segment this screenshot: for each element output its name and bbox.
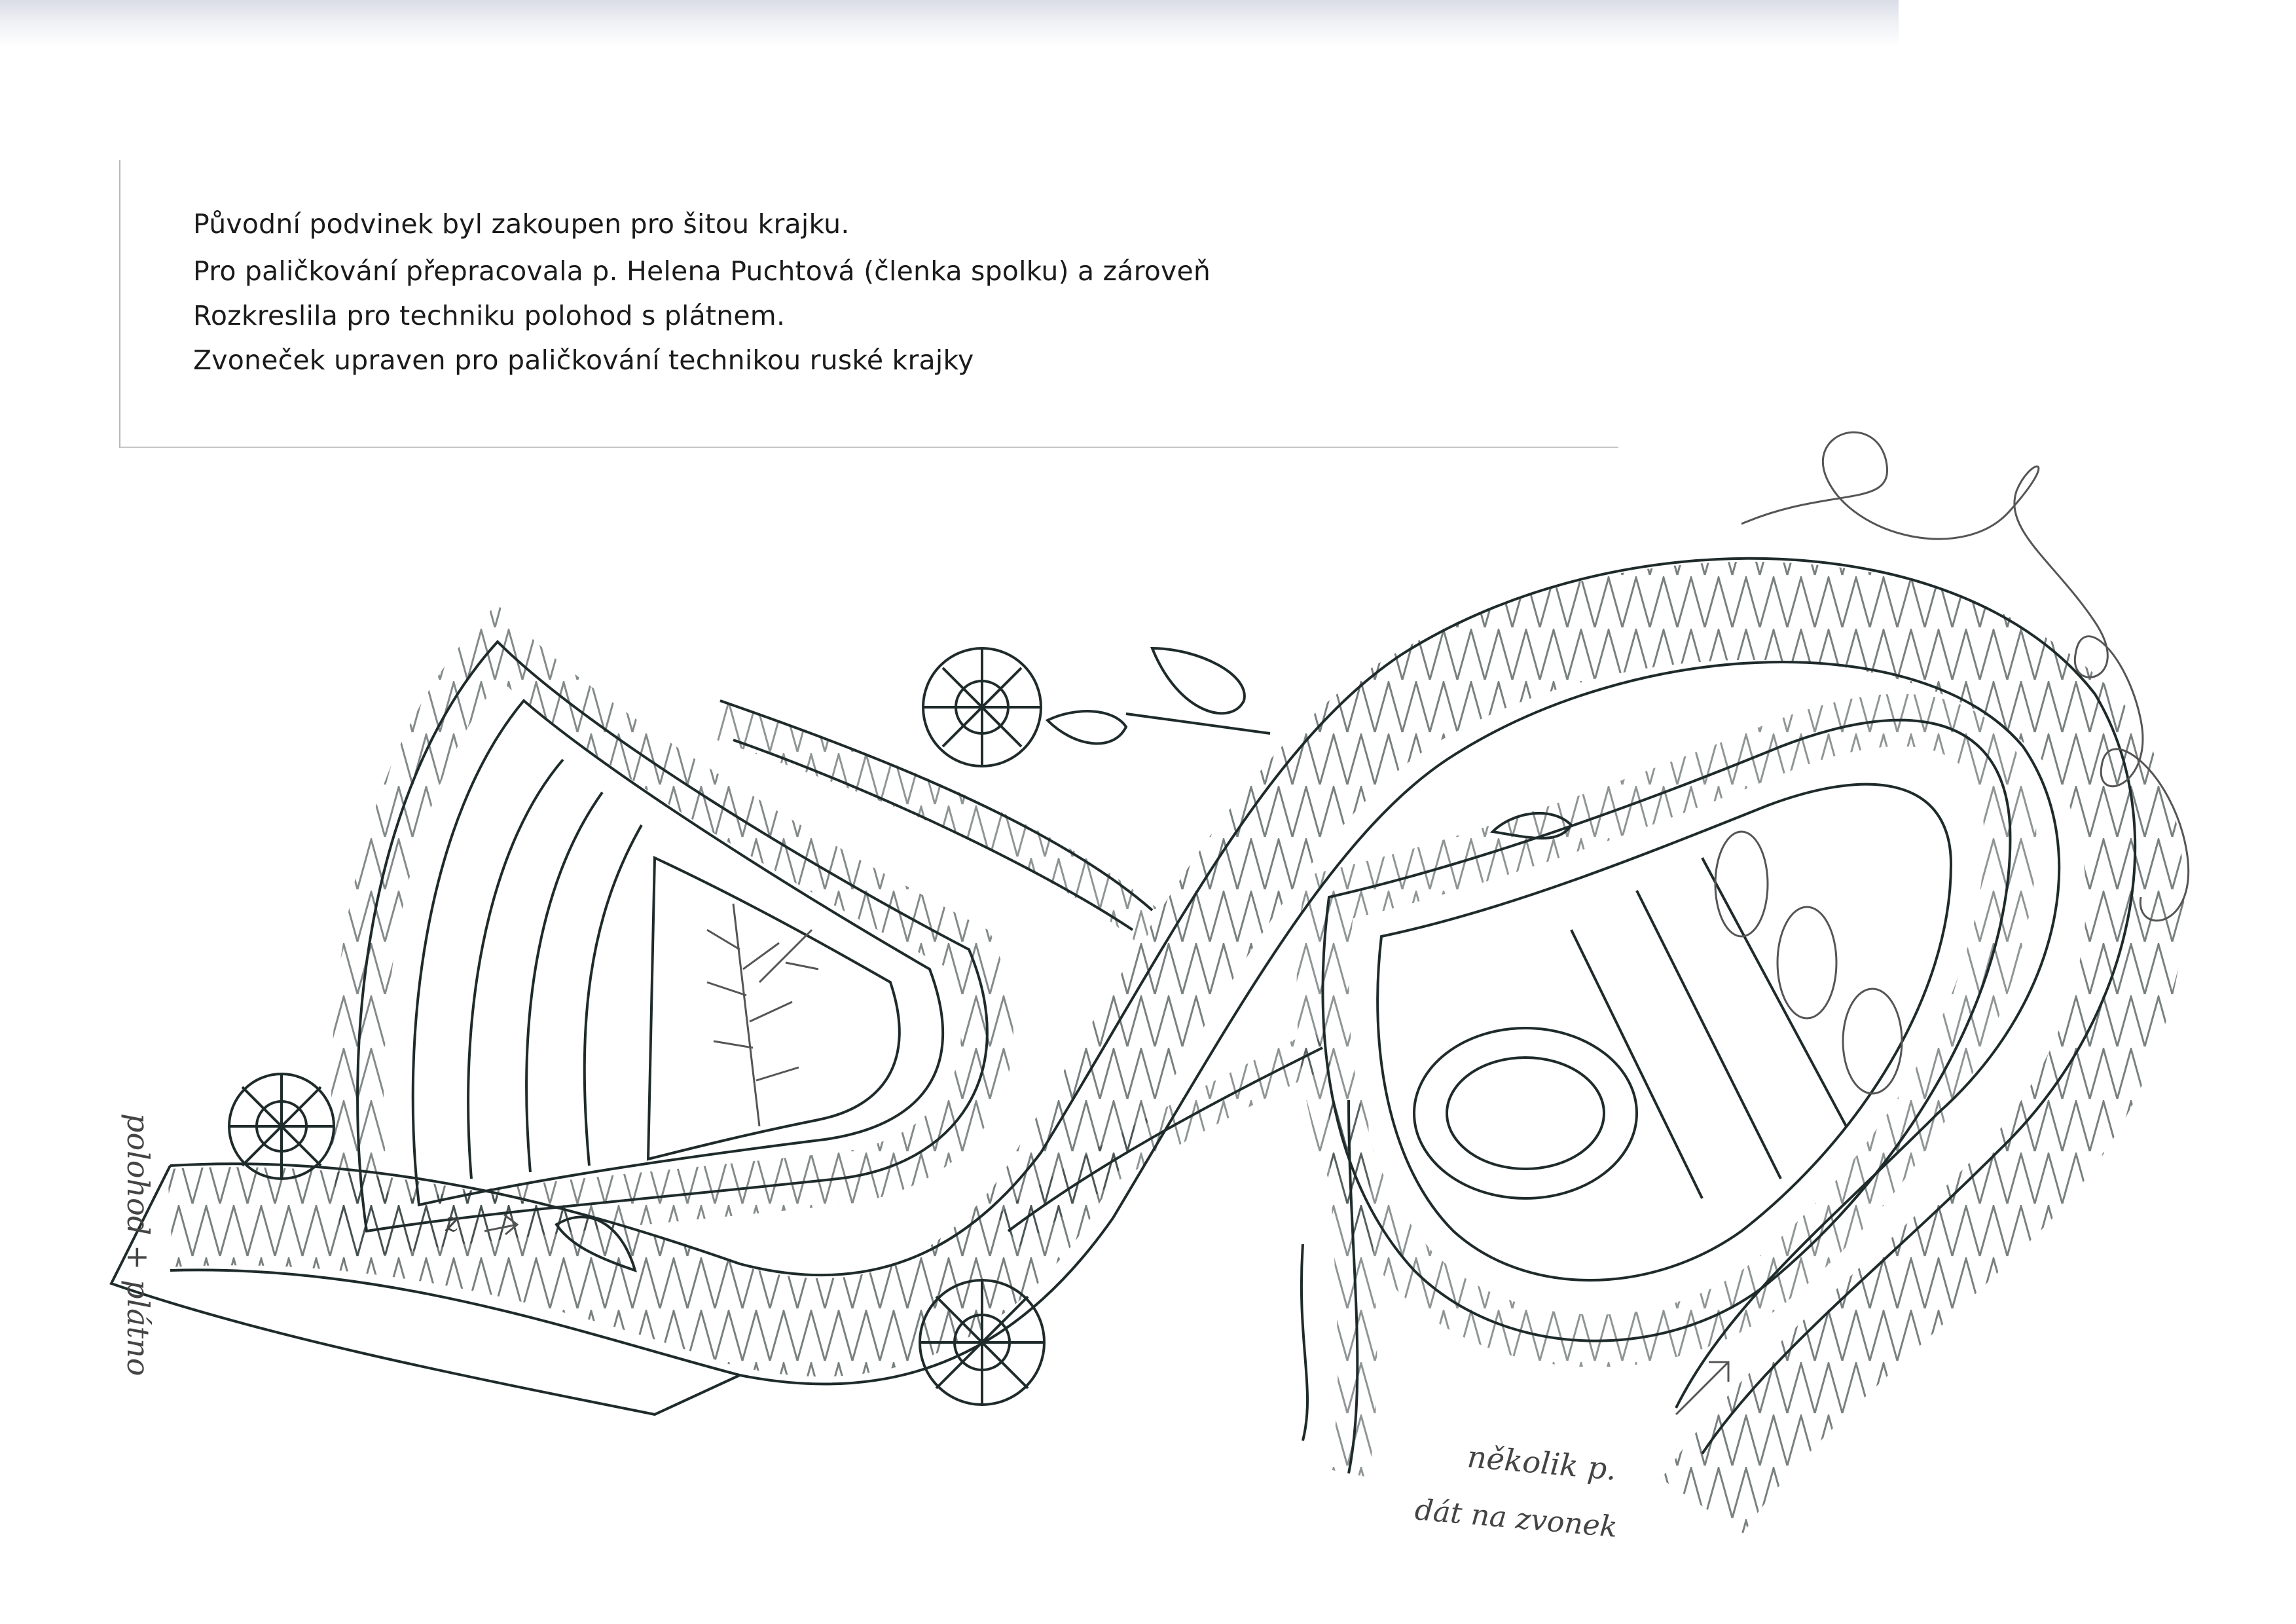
left-vertical-note: polohod + plátno bbox=[120, 1113, 156, 1376]
bottom-note-line-2: dát na zvonek bbox=[1413, 1493, 1619, 1544]
wheel-ornament-top bbox=[923, 648, 1041, 766]
wheel-ornament-bottom bbox=[920, 1280, 1044, 1405]
bottom-note-line-1: několik p. bbox=[1466, 1439, 1618, 1487]
upper-leaf-spray bbox=[720, 701, 1152, 930]
small-mark: z bbox=[445, 1208, 460, 1238]
sprig-ornament bbox=[707, 904, 818, 1126]
note-line-1: Původní podvinek byl zakoupen pro šitou krajku. bbox=[193, 208, 850, 240]
note-line-4: Zvoneček upraven pro paličkování technikou ruské krajky bbox=[193, 344, 974, 376]
note-line-2: Pro paličkování přepracovala p. Helena Puchtová (členka spolku) a zároveň bbox=[193, 255, 1211, 287]
note-line-3: Rozkreslila pro techniku polohod s plátnem. bbox=[193, 300, 786, 331]
left-bell bbox=[357, 642, 987, 1231]
wheel-ornament-left bbox=[229, 1074, 334, 1179]
